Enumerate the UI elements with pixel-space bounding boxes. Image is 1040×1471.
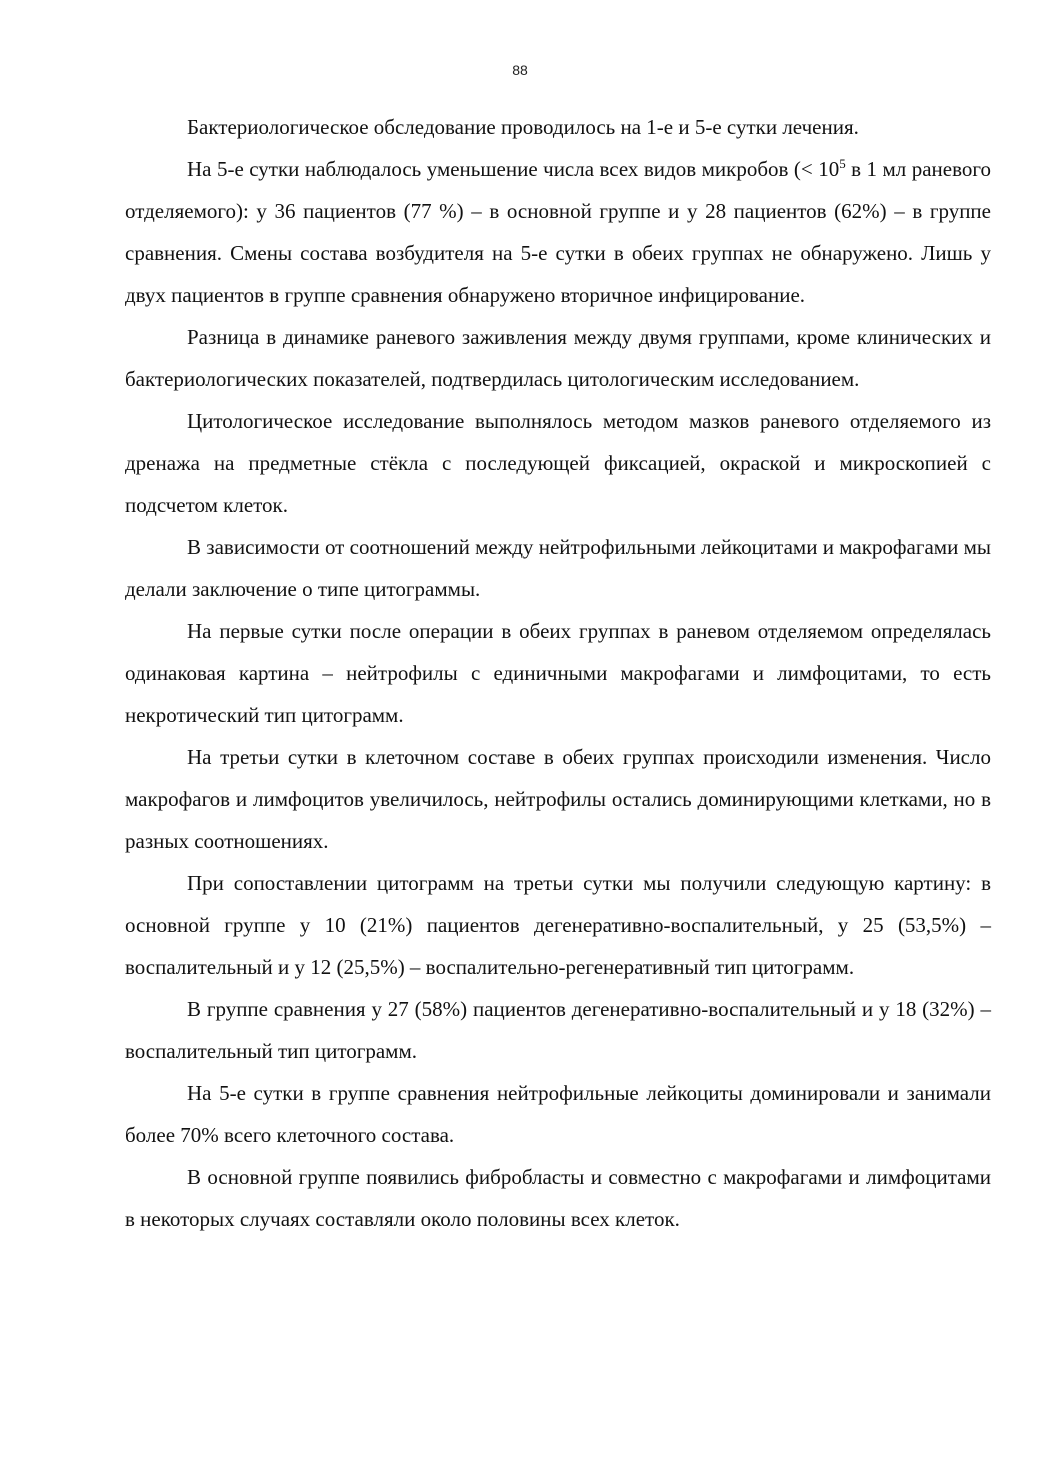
paragraph-4: Цитологическое исследование выполнялось методом мазков раневого отделяемого из дренажа на предметные стёкла с последующей фиксацией, окраской и микроскопией с подсчетом клеток.	[125, 409, 991, 517]
superscript-exponent: 5	[839, 156, 846, 171]
paragraph-10: На 5-е сутки в группе сравнения нейтрофильные лейкоциты доминировали и занимали более 70% всего клеточного состава.	[125, 1081, 991, 1147]
paragraph-6: На первые сутки после операции в обеих группах в раневом отделяемом определялась одинаковая картина – нейтрофилы с единичными макрофагами и лимфоцитами, то есть некротический тип цитограмм.	[125, 619, 991, 727]
paragraph-9: В группе сравнения у 27 (58%) пациентов дегенеративно-воспалительный и у 18 (32%) – воспалительный тип цитограмм.	[125, 997, 991, 1063]
paragraph-2	[125, 148, 991, 316]
paragraph-8: При сопоставлении цитограмм на третьи сутки мы получили следующую картину: в основной группе у 10 (21%) пациентов дегенеративно-воспалительный, у 25 (53,5%) – воспалительный и у 12 (25,5%) – воспалительно-регенеративный тип цитограмм.	[125, 871, 991, 979]
body-text	[125, 106, 991, 1240]
paragraph-2-start: На 5-е сутки наблюдалось уменьшение числа всех видов микробов (< 10	[187, 157, 840, 181]
paragraph-2-end: в 1 мл раневого отделяемого): у 36 пациентов (77 %) – в основной группе и у 28 пациентов (62%) – в группе сравнения. Смены состава возбудителя на 5-е сутки в обеих группах не обнаружено. Лишь у двух пациентов в группе сравнения обнаружено вторичное инфицирование.	[125, 157, 991, 307]
paragraph-5: В зависимости от соотношений между нейтрофильными лейкоцитами и макрофагами мы делали заключение о типе цитограммы.	[125, 535, 991, 601]
paragraph-11: В основной группе появились фибробласты и совместно с макрофагами и лимфоцитами в некоторых случаях составляли около половины всех клеток.	[125, 1165, 991, 1231]
paragraph-7: На третьи сутки в клеточном составе в обеих группах происходили изменения. Число макрофагов и лимфоцитов увеличилось, нейтрофилы остались доминирующими клетками, но в разных соотношениях.	[125, 745, 991, 853]
paragraph-1: Бактериологическое обследование проводилось на 1-е и 5-е сутки лечения.	[187, 115, 859, 139]
paragraph-3: Разница в динамике раневого заживления между двумя группами, кроме клинических и бактериологических показателей, подтвердилась цитологическим исследованием.	[125, 325, 991, 391]
page-number: 88	[512, 62, 528, 78]
